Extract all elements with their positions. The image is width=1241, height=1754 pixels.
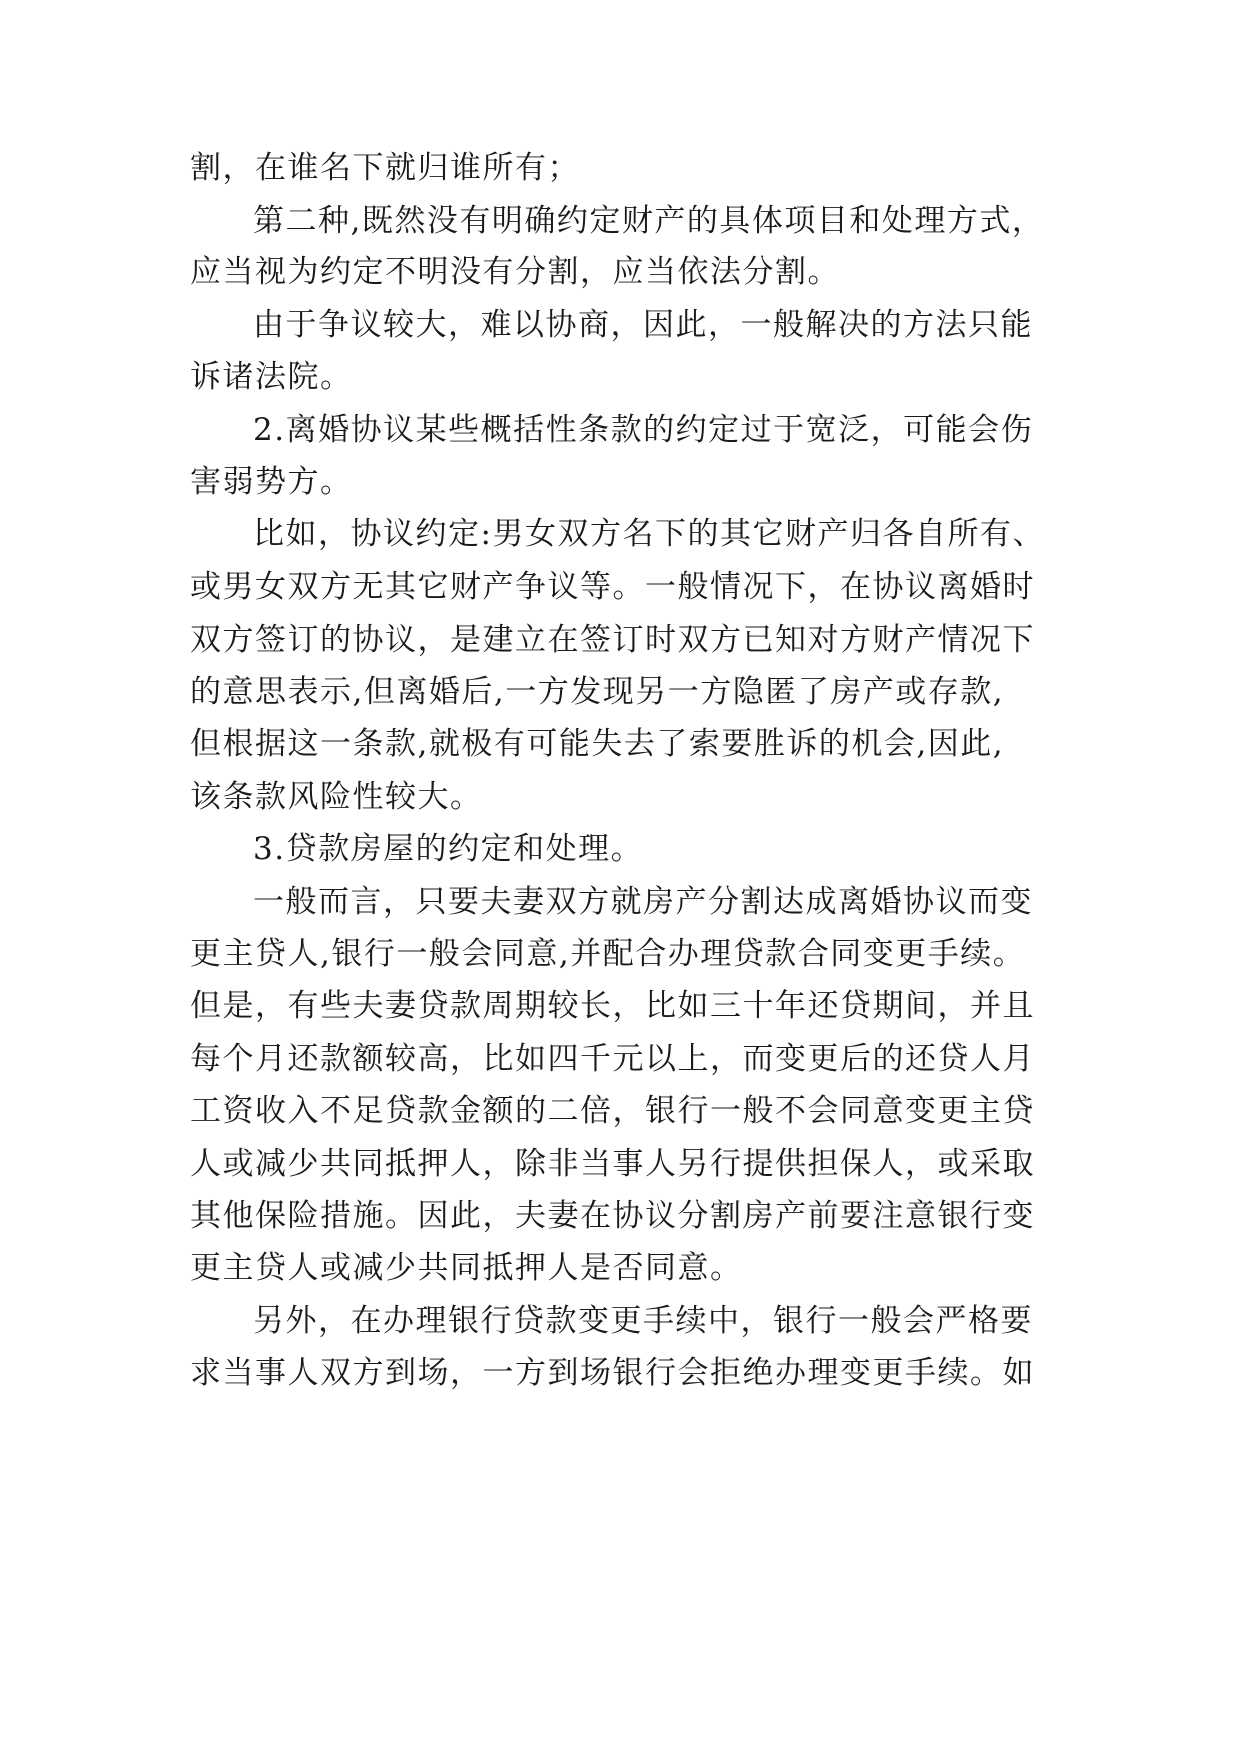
text-line: 的意思表示,但离婚后,一方发现另一方隐匿了房产或存款, bbox=[190, 674, 1005, 710]
text-line: 割，在谁名下就归谁所有； bbox=[190, 150, 580, 186]
text-line: 但是，有些夫妻贷款周期较长，比如三十年还贷期间，并且 bbox=[190, 988, 1035, 1024]
text-line: 3.贷款房屋的约定和处理。 bbox=[253, 831, 644, 867]
text-line: 比如，协议约定:男女双方名下的其它财产归各自所有、 bbox=[253, 516, 1045, 552]
text-line: 应当视为约定不明没有分割，应当依法分割。 bbox=[190, 254, 840, 290]
text-line: 诉诸法院。 bbox=[190, 359, 353, 395]
text-line: 其他保险措施。因此，夫妻在协议分割房产前要注意银行变 bbox=[190, 1198, 1035, 1234]
text-line: 第二种,既然没有明确约定财产的具体项目和处理方式， bbox=[253, 203, 1045, 239]
text-line: 双方签订的协议，是建立在签订时双方已知对方财产情况下 bbox=[190, 622, 1035, 658]
text-line: 该条款风险性较大。 bbox=[190, 779, 483, 815]
text-line: 工资收入不足贷款金额的二倍，银行一般不会同意变更主贷 bbox=[190, 1093, 1035, 1129]
text-line: 2.离婚协议某些概括性条款的约定过于宽泛，可能会伤 bbox=[253, 412, 1034, 448]
text-line: 每个月还款额较高，比如四千元以上，而变更后的还贷人月 bbox=[190, 1041, 1035, 1077]
text-line: 更主贷人,银行一般会同意,并配合办理贷款合同变更手续。 bbox=[190, 936, 1026, 972]
text-line: 求当事人双方到场，一方到场银行会拒绝办理变更手续。如 bbox=[190, 1355, 1035, 1391]
text-line: 另外，在办理银行贷款变更手续中，银行一般会严格要 bbox=[253, 1303, 1033, 1339]
text-line: 人或减少共同抵押人，除非当事人另行提供担保人，或采取 bbox=[190, 1146, 1035, 1182]
text-line: 或男女双方无其它财产争议等。一般情况下，在协议离婚时 bbox=[190, 569, 1035, 605]
text-line: 害弱势方。 bbox=[190, 464, 353, 500]
text-line: 由于争议较大，难以协商，因此，一般解决的方法只能 bbox=[253, 307, 1033, 343]
text-line: 一般而言，只要夫妻双方就房产分割达成离婚协议而变 bbox=[253, 884, 1033, 920]
text-line: 但根据这一条款,就极有可能失去了索要胜诉的机会,因此, bbox=[190, 726, 1005, 762]
text-line: 更主贷人或减少共同抵押人是否同意。 bbox=[190, 1250, 743, 1286]
